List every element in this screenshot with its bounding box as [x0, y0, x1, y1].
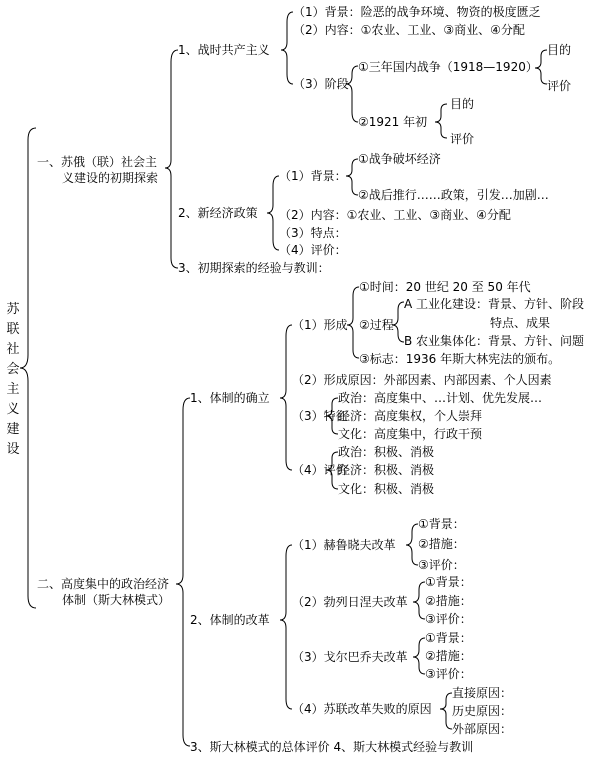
gorbachev-measures: ②措施： — [425, 649, 472, 663]
estab-feature-culture: 文化：高度集中，行政干预 — [338, 427, 483, 441]
part2-last-items: 3、斯大林模式的总体评价 4、斯大林模式经验与教训 — [190, 740, 474, 754]
estab-eval-economy: 经济：积极、消极 — [338, 463, 435, 477]
reform-gorbachev: （3）戈尔巴乔夫改革 — [292, 650, 408, 664]
brezhnev-background: ①背景： — [425, 575, 472, 589]
estab-sign: ③标志：1936 年斯大林宪法的颁布。 — [359, 352, 561, 366]
part2-title-line1: 二、高度集中的政治经济 — [37, 577, 170, 591]
part1-title-line2: 义建设的初期探索 — [62, 171, 159, 185]
estab-industry-line1: A 工业化建设：背景、方针、阶段 — [404, 297, 585, 311]
wcc-war-goal: 目的 — [547, 43, 572, 57]
estab-process: ②过程 — [359, 318, 394, 332]
wcc-background: （1）背景：险恶的战争环境、物资的极度匮乏 — [293, 5, 541, 19]
nep-content: （2）内容：①农业、工业、③商业、④分配 — [279, 208, 511, 222]
estab-time: ①时间：20 世纪 20 至 50 年代 — [359, 280, 531, 294]
wcc-war-eval: 评价 — [547, 79, 572, 93]
reform-title: 2、体制的改革 — [190, 613, 270, 627]
brezhnev-evaluation: ③评价： — [425, 612, 472, 626]
nep-title: 2、新经济政策 — [178, 206, 258, 220]
khrushchev-measures: ②措施： — [418, 537, 465, 551]
estab-title: 1、体制的确立 — [190, 391, 270, 405]
wcc-civil-war: ①三年国内战争（1918—1920） — [358, 60, 538, 74]
khrushchev-evaluation: ③评价： — [418, 558, 465, 572]
estab-cause: （2）形成原因：外部因素、内部因素、个人因素 — [292, 373, 552, 387]
root-title: 苏联社会主义建设 — [6, 302, 20, 457]
brezhnev-measures: ②措施： — [425, 594, 472, 608]
wcc-stage: （3）阶段 — [293, 77, 349, 91]
estab-agriculture: B 农业集体化：背景、方针、问题 — [404, 334, 585, 348]
wcc-1921-eval: 评价 — [450, 132, 475, 146]
nep-background-2: ②战后推行……政策，引发…加剧… — [358, 188, 549, 202]
khrushchev-background: ①背景： — [418, 517, 465, 531]
part2-title-line2: 体制（斯大林模式） — [62, 593, 171, 607]
estab-eval-politics: 政治：积极、消极 — [338, 445, 435, 459]
estab-industry-line2: 特点、成果 — [490, 316, 551, 330]
reform-khrushchev: （1）赫鲁晓夫改革 — [292, 538, 396, 552]
nep-feature: （3）特点： — [279, 226, 347, 240]
wcc-content: （2）内容：①农业、工业、③商业、④分配 — [293, 23, 525, 37]
failure-external: 外部原因： — [452, 722, 513, 736]
reform-brezhnev: （2）勃列日涅夫改革 — [292, 595, 408, 609]
nep-eval: （4）评价： — [279, 243, 347, 257]
estab-eval: （4）评价 — [292, 463, 348, 477]
part1-title-line1: 一、苏俄（联）社会主 — [37, 155, 158, 169]
estab-feature-politics: 政治：高度集中、…计划、优先发展… — [338, 391, 543, 405]
estab-eval-culture: 文化：积极、消极 — [338, 482, 435, 496]
reform-failure: （4）苏联改革失败的原因 — [292, 702, 432, 716]
nep-background: （1）背景： — [279, 169, 347, 183]
wcc-title: 1、战时共产主义 — [178, 43, 270, 57]
estab-feature-economy: 经济：高度集权，个人崇拜 — [338, 409, 483, 423]
estab-form: （1）形成 — [292, 318, 348, 332]
wcc-1921: ②1921 年初 — [358, 115, 428, 129]
gorbachev-background: ①背景： — [425, 631, 472, 645]
gorbachev-evaluation: ③评价： — [425, 667, 472, 681]
lesson-title: 3、初期探索的经验与教训： — [178, 261, 330, 275]
wcc-1921-goal: 目的 — [450, 97, 475, 111]
failure-direct: 直接原因： — [452, 686, 513, 700]
failure-history: 历史原因： — [452, 704, 513, 718]
estab-feature: （3）特征 — [292, 409, 348, 423]
nep-background-1: ①战争破坏经济 — [358, 152, 441, 166]
